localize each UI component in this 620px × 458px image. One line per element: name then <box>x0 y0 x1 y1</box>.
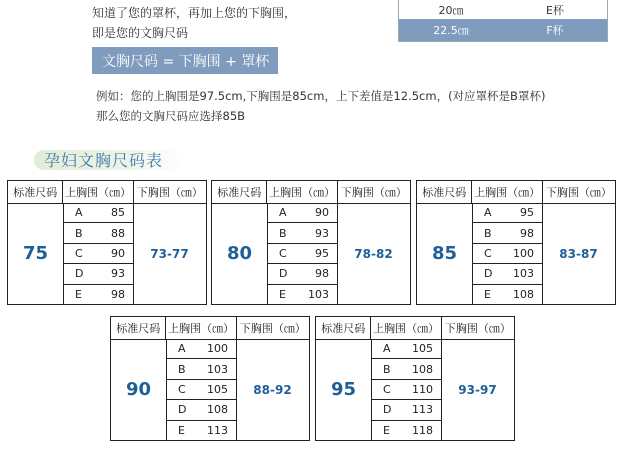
table-header <box>8 181 206 204</box>
upper-bust-value: 90 <box>315 206 329 220</box>
size-table <box>7 180 207 305</box>
cup-list <box>63 203 134 304</box>
header-upper-bust: 上胸围（㎝） <box>166 317 236 339</box>
cup-letter: D <box>75 267 84 281</box>
cup-letter: B <box>484 226 492 240</box>
cup-diff-row-highlighted <box>399 19 607 41</box>
size-table <box>211 180 411 305</box>
intro-line-1: 知道了您的罩杯，再加上您的下胸围， <box>92 6 297 20</box>
cup-row <box>267 244 337 264</box>
table-header <box>111 317 309 340</box>
cup-value: E杯 <box>546 3 564 17</box>
cup-row <box>63 264 133 284</box>
cup-list <box>166 339 237 440</box>
header-upper-bust: 上胸围（㎝） <box>63 181 133 203</box>
upper-bust-value: 98 <box>520 226 534 240</box>
upper-bust-value: 108 <box>207 403 228 417</box>
header-size: 标准尺码 <box>316 317 371 339</box>
cup-row <box>472 203 542 223</box>
upper-bust-value: 108 <box>412 362 433 376</box>
cup-row <box>267 285 337 305</box>
cup-letter: A <box>75 206 83 220</box>
cup-row <box>472 244 542 264</box>
cup-row <box>267 223 337 243</box>
header-under-bust: 下胸围（㎝） <box>444 322 511 335</box>
upper-bust-value: 93 <box>111 267 125 281</box>
cup-letter: A <box>383 342 391 356</box>
size-formula-banner: 文胸尺码 = 下胸围 + 罩杯 <box>92 47 278 74</box>
header-upper-bust: 上胸围（㎝） <box>472 181 542 203</box>
section-title <box>34 146 184 172</box>
header-upper-bust: 上胸围（㎝） <box>267 181 337 203</box>
cup-letter: D <box>178 403 187 417</box>
cup-row <box>166 421 236 441</box>
cup-row <box>63 244 133 264</box>
cup-value: F杯 <box>546 24 564 37</box>
upper-bust-value: 100 <box>207 342 228 356</box>
size-table <box>416 180 616 305</box>
cup-list <box>267 203 338 304</box>
table-header <box>316 317 514 340</box>
cup-letter: B <box>75 226 83 240</box>
section-title-text: 孕妇文胸尺码表 <box>44 150 164 170</box>
upper-bust-value: 118 <box>412 424 433 438</box>
cup-letter: C <box>279 246 287 260</box>
upper-bust-value: 103 <box>513 267 534 281</box>
cup-difference-table <box>398 0 608 42</box>
cup-letter: D <box>383 403 392 417</box>
cup-letter: D <box>484 267 493 281</box>
cup-row <box>371 400 441 420</box>
cup-letter: D <box>279 267 288 281</box>
upper-bust-value: 98 <box>111 288 125 302</box>
cup-letter: E <box>178 424 185 438</box>
cup-letter: B <box>178 362 186 376</box>
cup-row <box>371 339 441 359</box>
upper-bust-value: 103 <box>207 362 228 376</box>
cup-row <box>371 359 441 379</box>
header-under-bust: 下胸围（㎝） <box>136 186 203 199</box>
table-header <box>212 181 410 204</box>
under-bust-range: 93-97 <box>458 382 497 397</box>
cup-letter: B <box>279 226 287 240</box>
cup-row <box>472 285 542 305</box>
cup-row <box>166 359 236 379</box>
diff-value: 22.5㎝ <box>433 24 469 37</box>
cup-letter: C <box>383 382 391 396</box>
upper-bust-value: 105 <box>412 342 433 356</box>
band-size: 80 <box>212 203 268 304</box>
upper-bust-value: 95 <box>520 206 534 220</box>
band-size: 90 <box>111 339 167 440</box>
cup-letter: C <box>484 246 492 260</box>
cup-row <box>371 380 441 400</box>
upper-bust-value: 113 <box>412 403 433 417</box>
cup-row <box>472 264 542 284</box>
header-size: 标准尺码 <box>8 181 63 203</box>
upper-bust-value: 88 <box>111 226 125 240</box>
cup-letter: E <box>484 288 491 302</box>
header-upper-bust: 上胸围（㎝） <box>371 317 441 339</box>
band-size: 85 <box>417 203 473 304</box>
diff-value: 20㎝ <box>438 3 464 17</box>
cup-row <box>166 380 236 400</box>
cup-row <box>472 223 542 243</box>
under-bust-range: 88-92 <box>253 382 292 397</box>
header-under-bust: 下胸围（㎝） <box>239 322 306 335</box>
cup-row <box>166 339 236 359</box>
upper-bust-value: 110 <box>412 382 433 396</box>
upper-bust-value: 113 <box>207 424 228 438</box>
cup-row <box>63 285 133 305</box>
band-size: 75 <box>8 203 64 304</box>
cup-row <box>371 421 441 441</box>
intro-line-2: 即是您的文胸尺码 <box>92 26 189 40</box>
upper-bust-value: 90 <box>111 246 125 260</box>
header-size: 标准尺码 <box>212 181 267 203</box>
upper-bust-value: 105 <box>207 382 228 396</box>
upper-bust-value: 103 <box>308 288 329 302</box>
cup-list <box>472 203 543 304</box>
under-bust-range: 78-82 <box>354 246 393 261</box>
upper-bust-value: 93 <box>315 226 329 240</box>
header-size: 标准尺码 <box>417 181 472 203</box>
cup-letter: A <box>279 206 287 220</box>
upper-bust-value: 85 <box>111 206 125 220</box>
size-table <box>315 316 515 441</box>
example-line-2: 那么您的文胸尺码应选择85B <box>96 109 246 123</box>
cup-list <box>371 339 442 440</box>
cup-row <box>166 400 236 420</box>
cup-row <box>63 223 133 243</box>
upper-bust-value: 95 <box>315 246 329 260</box>
cup-letter: A <box>178 342 186 356</box>
cup-letter: C <box>75 246 83 260</box>
header-size: 标准尺码 <box>111 317 166 339</box>
example-line-1: 例如：您的上胸围是97.5cm,下胸围是85cm，上下差值是12.5cm，(对应罩杯是B罩杯) <box>96 89 546 103</box>
cup-row <box>267 203 337 223</box>
cup-letter: B <box>383 362 391 376</box>
cup-diff-row <box>399 0 607 19</box>
band-size: 95 <box>316 339 372 440</box>
upper-bust-value: 108 <box>513 288 534 302</box>
table-header <box>417 181 615 204</box>
size-table <box>110 316 310 441</box>
under-bust-range: 73-77 <box>150 246 189 261</box>
cup-row <box>63 203 133 223</box>
upper-bust-value: 100 <box>513 246 534 260</box>
under-bust-range: 83-87 <box>559 246 598 261</box>
cup-letter: E <box>75 288 82 302</box>
cup-letter: E <box>279 288 286 302</box>
cup-letter: A <box>484 206 492 220</box>
header-under-bust: 下胸围（㎝） <box>340 186 407 199</box>
upper-bust-value: 98 <box>315 267 329 281</box>
cup-letter: C <box>178 382 186 396</box>
header-under-bust: 下胸围（㎝） <box>545 186 612 199</box>
cup-row <box>267 264 337 284</box>
cup-letter: E <box>383 424 390 438</box>
